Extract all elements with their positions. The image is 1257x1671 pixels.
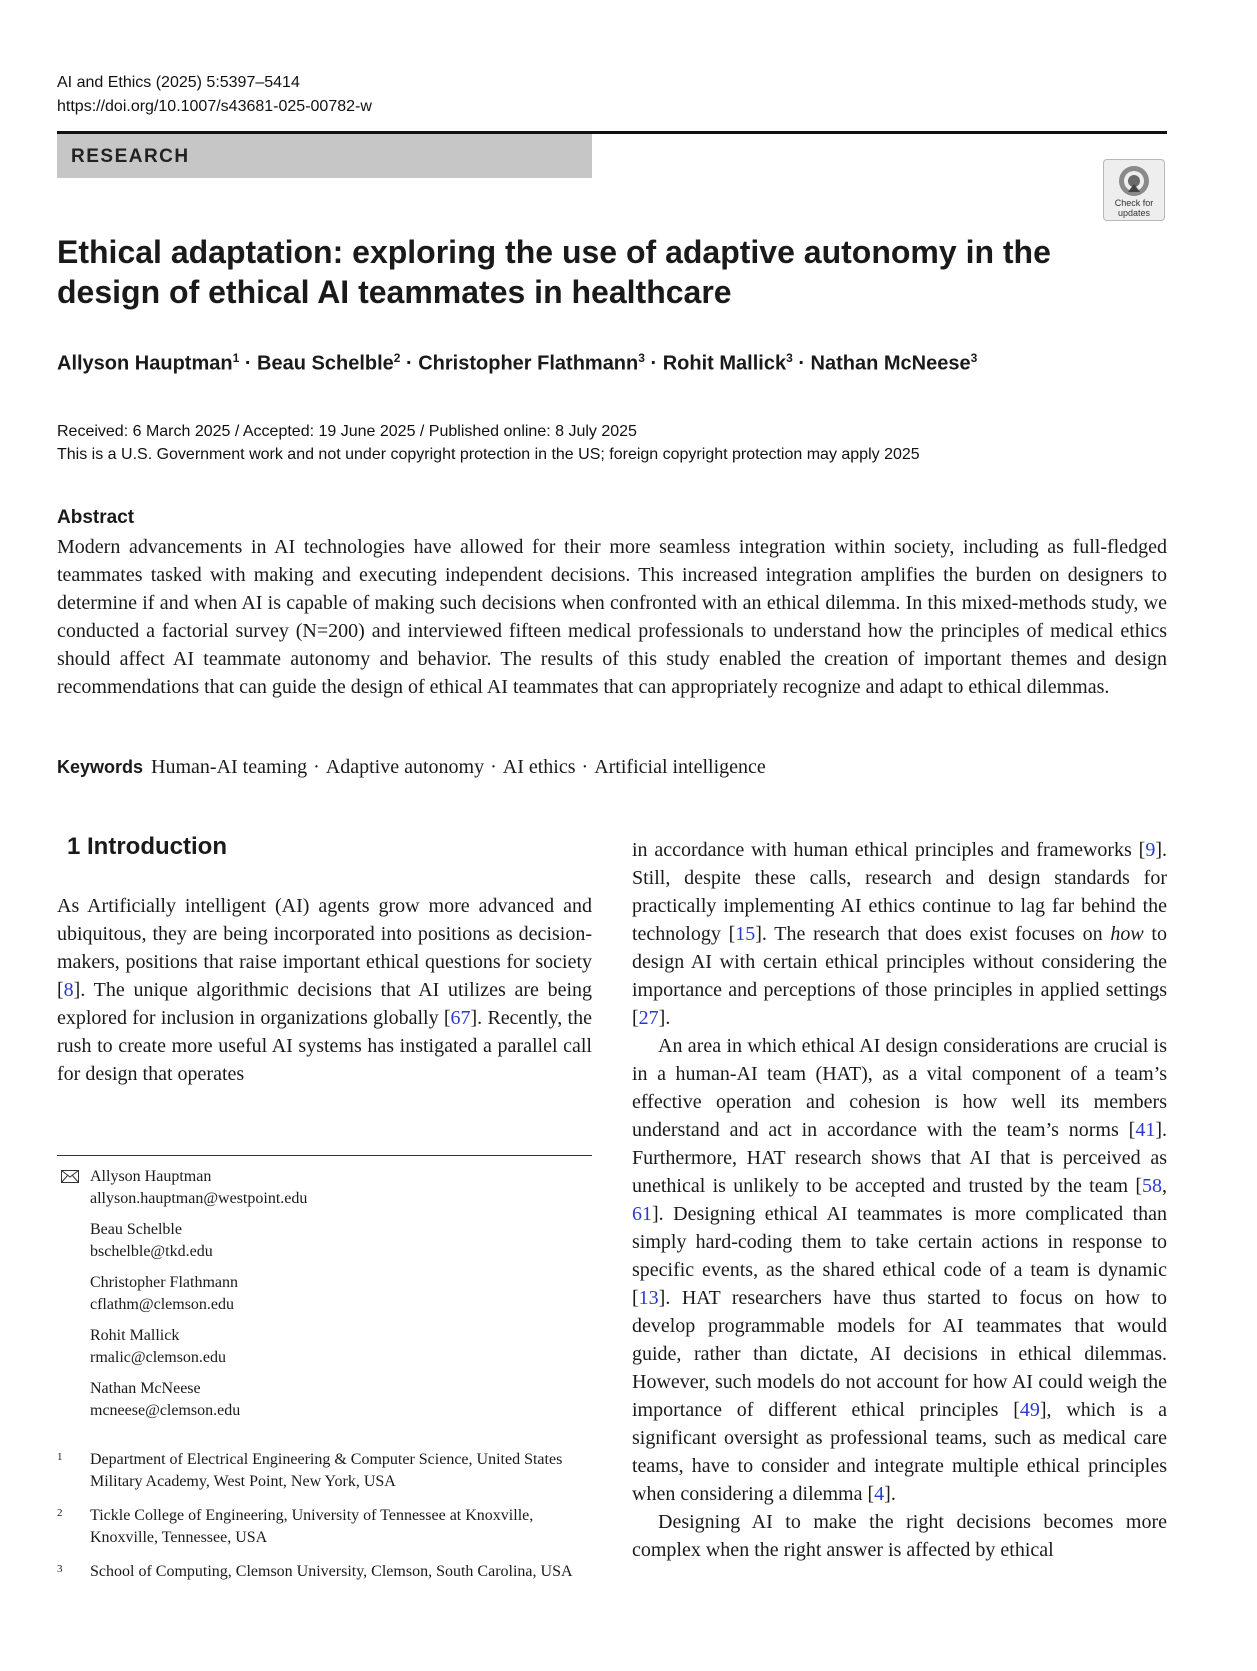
keywords-label: Keywords	[57, 757, 144, 777]
author-list	[57, 351, 977, 376]
contact-name: Beau Schelble	[90, 1221, 182, 1238]
article-title: Ethical adaptation: exploring the use of adaptive autonomy in the design of ethical AI teammates in healthcare	[57, 234, 1051, 310]
abstract-text: Modern advancements in AI technologies have allowed for their more seamless integration within society, including as full-fledged teammates tasked with making and executing independent decisions. This increased integration amplifies the burden on designers to determine if and when AI is capable of making such decisions when confronted with an ethical dilemma. In this mixed-methods study, we conducted a factorial survey (N=200) and interviewed fifteen medical professionals to understand how the principles of medical ethics should affect AI teammate autonomy and behavior. The results of this study enabled the creation of important themes and design recommendations that can guide the design of ethical AI teammates that can appropriately recognize and adapt to ethical dilemmas.	[57, 536, 1167, 698]
section-label: RESEARCH	[71, 146, 190, 167]
author-affiliation-mark: 1	[232, 351, 240, 365]
contact-email[interactable]: cflathm@clemson.edu	[90, 1296, 235, 1313]
right-column	[632, 836, 1167, 1564]
contact-email[interactable]: allyson.hauptman@westpoint.edu	[90, 1190, 308, 1207]
citation-link[interactable]: 58	[1142, 1175, 1162, 1197]
check-updates-icon	[1117, 164, 1151, 198]
affiliation-text: School of Computing, Clemson University, Clemson, South Carolina, USA	[90, 1563, 573, 1580]
author-name[interactable]: Allyson Hauptman	[57, 352, 233, 375]
journal-citation: AI and Ethics (2025) 5:5397–5414	[57, 74, 300, 91]
author-affiliation-mark: 3	[786, 351, 793, 365]
history-dates: Received: 6 March 2025 / Accepted: 19 June 2025 / Published online: 8 July 2025	[57, 423, 637, 440]
intro-paragraph-1: As Artificially intelligent (AI) agents grow more advanced and ubiquitous, they are being incorporated into positions as decision-makers, positions that raise important ethical questions for society [8]. The unique algorithmic decisions that AI utilizes are being explored for inclusion in organizations globally [67]. Recently, the rush to create more useful AI systems has instigated a parallel call for design that operates	[57, 895, 592, 1085]
author-separator: ·	[792, 352, 811, 375]
contact-email[interactable]: rmalic@clemson.edu	[90, 1349, 227, 1366]
contact-entry	[90, 1378, 240, 1422]
author-affiliation-mark: 3	[970, 351, 978, 365]
citation-link[interactable]: 15	[735, 923, 756, 945]
affiliation-number: 1	[57, 1451, 63, 1463]
badge-line-1: Check for	[1114, 198, 1154, 208]
contact-email[interactable]: bschelble@tkd.edu	[90, 1243, 213, 1260]
citation-link[interactable]: 67	[450, 1007, 471, 1029]
keyword: Artificial intelligence	[594, 756, 766, 778]
author-name[interactable]: Beau Schelble	[257, 352, 394, 375]
author-separator: ·	[400, 352, 419, 375]
contact-name: Rohit Mallick	[90, 1327, 180, 1344]
author-separator: ·	[239, 352, 258, 375]
intro-paragraph-1-continued: in accordance with human ethical principles and frameworks [9]. Still, despite these calls, research and design standards for practically implementing AI ethics continue to lag far behind the technology [15]. The research that does exist focuses on how to design AI with certain ethical principles without considering the importance and perceptions of those principles in applied settings [27].	[632, 839, 1167, 1029]
keyword-separator: ·	[490, 756, 497, 778]
author-affiliation-mark: 2	[393, 351, 401, 365]
contact-entry	[90, 1219, 213, 1263]
left-column	[57, 892, 592, 1088]
footnote-rule	[57, 1155, 592, 1156]
intro-paragraph-2: An area in which ethical AI design considerations are crucial is in a human-AI team (HAT), as a vital component of a team’s effective operation and cohesion is how well its members understand and act in accordance with the team’s norms [41]. Furthermore, HAT research shows that AI that is perceived as unethical is unlikely to be accepted and trusted by the team [58, 61]. Designing ethical AI teammates is more complicated than simply hard-coding them to take certain actions in response to specific events, as the shared ethical code of a team is dynamic [13]. HAT researchers have thus started to focus on how to develop programmable models for AI teammates that would guide, rather than dictate, AI decisions in ethical dilemmas. However, such models do not account for how AI could weigh the importance of different ethical principles [49], which is a significant oversight as professional teams, such as medical care teams, have to consider and integrate multiple ethical principles when considering a dilemma [4].	[632, 1035, 1167, 1505]
author-name[interactable]: Nathan McNeese	[810, 352, 971, 375]
citation-link[interactable]: 41	[1135, 1119, 1156, 1141]
citation-link[interactable]: 61	[632, 1203, 652, 1225]
contact-name: Christopher Flathmann	[90, 1274, 238, 1291]
section-heading-introduction: 1 Introduction	[67, 833, 227, 860]
emphasis-text: how	[1110, 923, 1144, 945]
citation-link[interactable]: 27	[638, 1007, 659, 1029]
citation-link[interactable]: 8	[63, 979, 74, 1001]
keyword-separator: ·	[581, 756, 589, 778]
envelope-icon	[61, 1170, 79, 1183]
badge-line-2: updates	[1117, 208, 1151, 218]
author-affiliation-mark: 3	[638, 351, 645, 365]
copyright-note: This is a U.S. Government work and not under copyright protection in the US; foreign copyright protection may apply 2025	[57, 446, 920, 463]
affiliation-text: Department of Electrical Engineering & Computer Science, United States Military Academy, West Point, New York, USA	[90, 1451, 563, 1490]
citation-link[interactable]: 4	[874, 1483, 885, 1505]
author-separator: ·	[644, 352, 663, 375]
keyword: Adaptive autonomy	[325, 756, 485, 778]
affiliation-text: Tickle College of Engineering, University of Tennessee at Knoxville, Knoxville, Tennessee, USA	[90, 1507, 534, 1546]
doi-link[interactable]: https://doi.org/10.1007/s43681-025-00782-w	[57, 98, 372, 115]
journal-header	[57, 71, 372, 119]
contact-email[interactable]: mcneese@clemson.edu	[90, 1402, 241, 1419]
author-name[interactable]: Christopher Flathmann	[418, 352, 639, 375]
keyword: AI ethics	[502, 756, 576, 778]
check-for-updates-button[interactable]	[1103, 159, 1165, 221]
keyword-separator: ·	[313, 756, 320, 778]
citation-link[interactable]: 9	[1145, 839, 1156, 861]
contact-name: Allyson Hauptman	[90, 1168, 212, 1185]
keywords	[57, 756, 766, 779]
author-name[interactable]: Rohit Mallick	[662, 352, 787, 375]
affiliation-number: 2	[57, 1507, 63, 1519]
publication-dates	[57, 420, 920, 466]
citation-link[interactable]: 13	[638, 1287, 659, 1309]
affiliation-number: 3	[57, 1563, 63, 1575]
contact-entry	[90, 1325, 226, 1369]
intro-paragraph-3: Designing AI to make the right decisions becomes more complex when the right answer is affected by ethical	[632, 1511, 1167, 1561]
abstract-heading: Abstract	[57, 507, 135, 528]
keyword-list	[151, 756, 766, 778]
contact-name: Nathan McNeese	[90, 1380, 201, 1397]
citation-link[interactable]: 49	[1019, 1399, 1040, 1421]
contact-entry	[90, 1272, 238, 1316]
contact-entry	[90, 1166, 307, 1210]
keyword: Human-AI teaming	[151, 756, 308, 778]
